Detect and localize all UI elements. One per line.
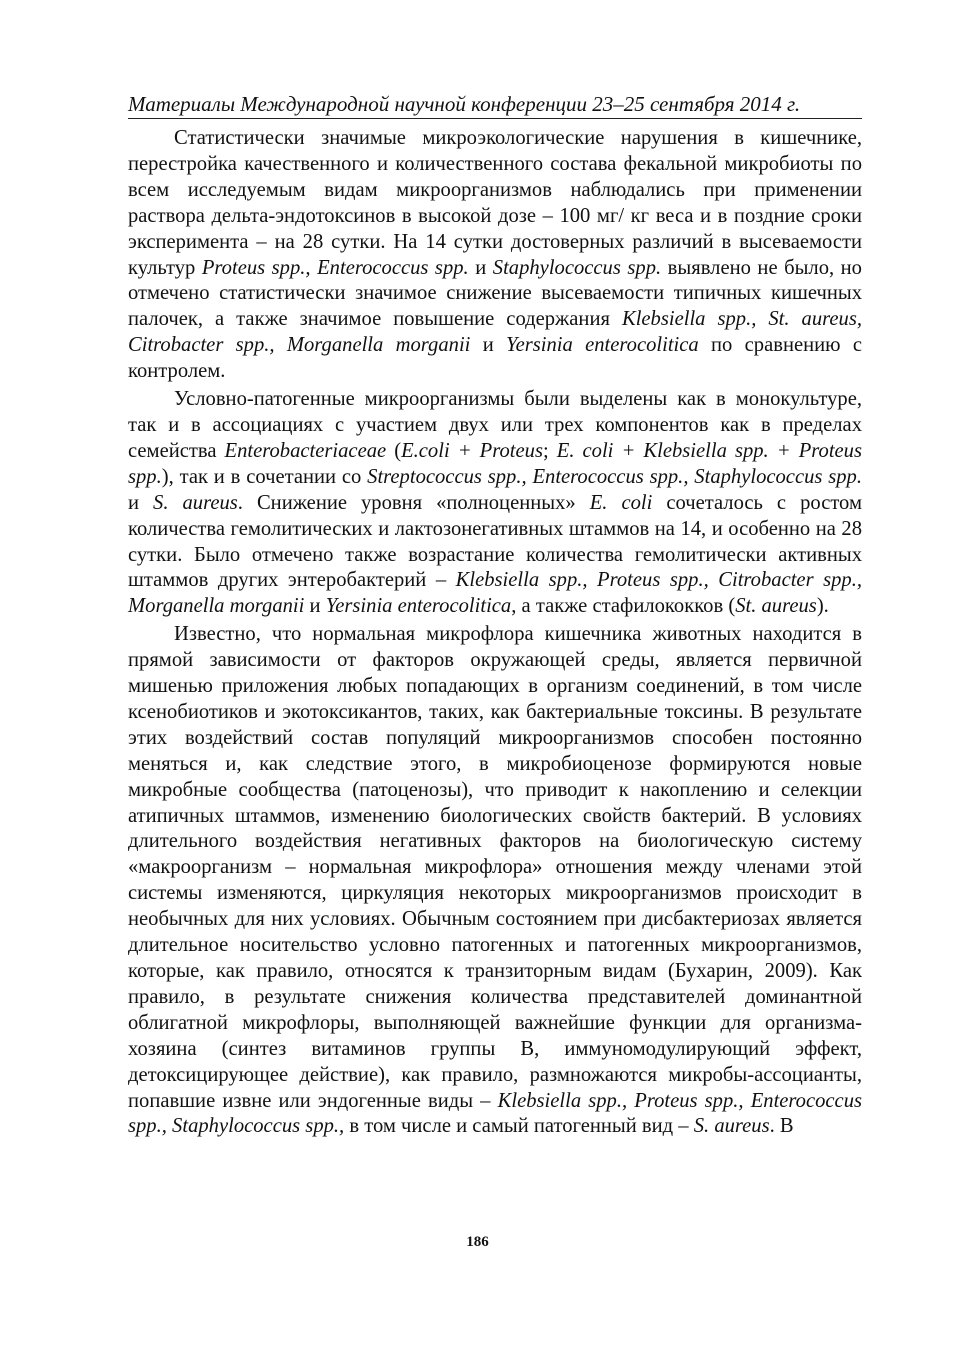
paragraph-1: Статистически значимые микроэкологические нарушения в кишечнике, перестройка качественного и количественного состава фекальной микробиоты по всем исследуемым видам микроорганизмов наблюдались при применении раствора дельта-эндотоксинов в высокой дозе – 100 мг/ кг веса и в поздние сроки эксперимента – на 28 сутки. На 14 сутки достоверных различий в высеваемости культур Proteus spp., Enterococcus spp. и Staphylococcus spp. выявлено не было, но отмечено статистически значимое снижение высеваемости типичных кишечных палочек, а также значимое повышение содержания Klebsiella spp., St. aureus, Citrobacter spp., Morganella morganii и Yersinia enterocolitica по сравнению с контролем.: [128, 127, 862, 383]
body-text: [128, 126, 862, 1140]
page-number: 186: [466, 1234, 489, 1250]
running-header: Материалы Международной научной конференции 23–25 сентября 2014 г.: [128, 92, 862, 119]
paragraph-2: Условно-патогенные микроорганизмы были выделены как в монокультуре, так и в ассоциациях с участием двух или трех компонентов как в пределах семейства Enterobacteriaceae (E.coli + Proteus; E. coli + Klebsiella spp. + Proteus spp.), так и в сочетании со Streptococcus spp., Enterococcus spp., Staphylococcus spp. и S. aureus. Снижение уровня «полноценных» E. coli сочеталось с ростом количества гемолитических и лактозонегативных штаммов на 14, и особенно на 28 сутки. Было отмечено также возрастание количества гемолитически активных штаммов других энтеробактерий – Klebsiella spp., Proteus spp., Citrobacter spp., Morganella morganii и Yersinia enterocolitica, а также стафилококков (St. aureus).: [128, 388, 862, 618]
paragraph-3: Известно, что нормальная микрофлора кишечника животных находится в прямой зависимости от факторов окружающей среды, является первичной мишенью приложения любых попадающих в организм соединений, в том числе ксенобиотиков и экотоксикантов, таких, как бактериальные токсины. В результате этих воздействий состав популяций микроорганизмов способен постоянно меняться и, как следствие этого, в микробиоценозе формируются новые микробные сообщества (патоценозы), что приводит к накоплению и селекции атипичных штаммов, изменению биологических свойств бактерий. В условиях длительного воздействия негативных факторов на биологическую систему «макроорганизм – нормальная микрофлора» отношения между членами этой системы изменяются, циркуляция некоторых микроорганизмов происходит в необычных для них условиях. Обычным состоянием при дисбактериозах является длительное носительство условно патогенных и патогенных микроорганизмов, которые, как правило, относятся к транзиторным видам (Бухарин, 2009). Как правило, в результате снижения количества представителей доминантной облигатной микрофлоры, выполняющей важнейшие функции для организма-хозяина (синтез витаминов группы В, иммуномодулирующий эффект, детоксицирующее действие), как правило, размножаются микробы-ассоцианты, попавшие извне или эндогенные виды – Klebsiella spp., Proteus spp., Enterococcus spp., Staphylococcus spp., в том числе и самый патогенный вид – S. aureus. В: [128, 623, 863, 1138]
